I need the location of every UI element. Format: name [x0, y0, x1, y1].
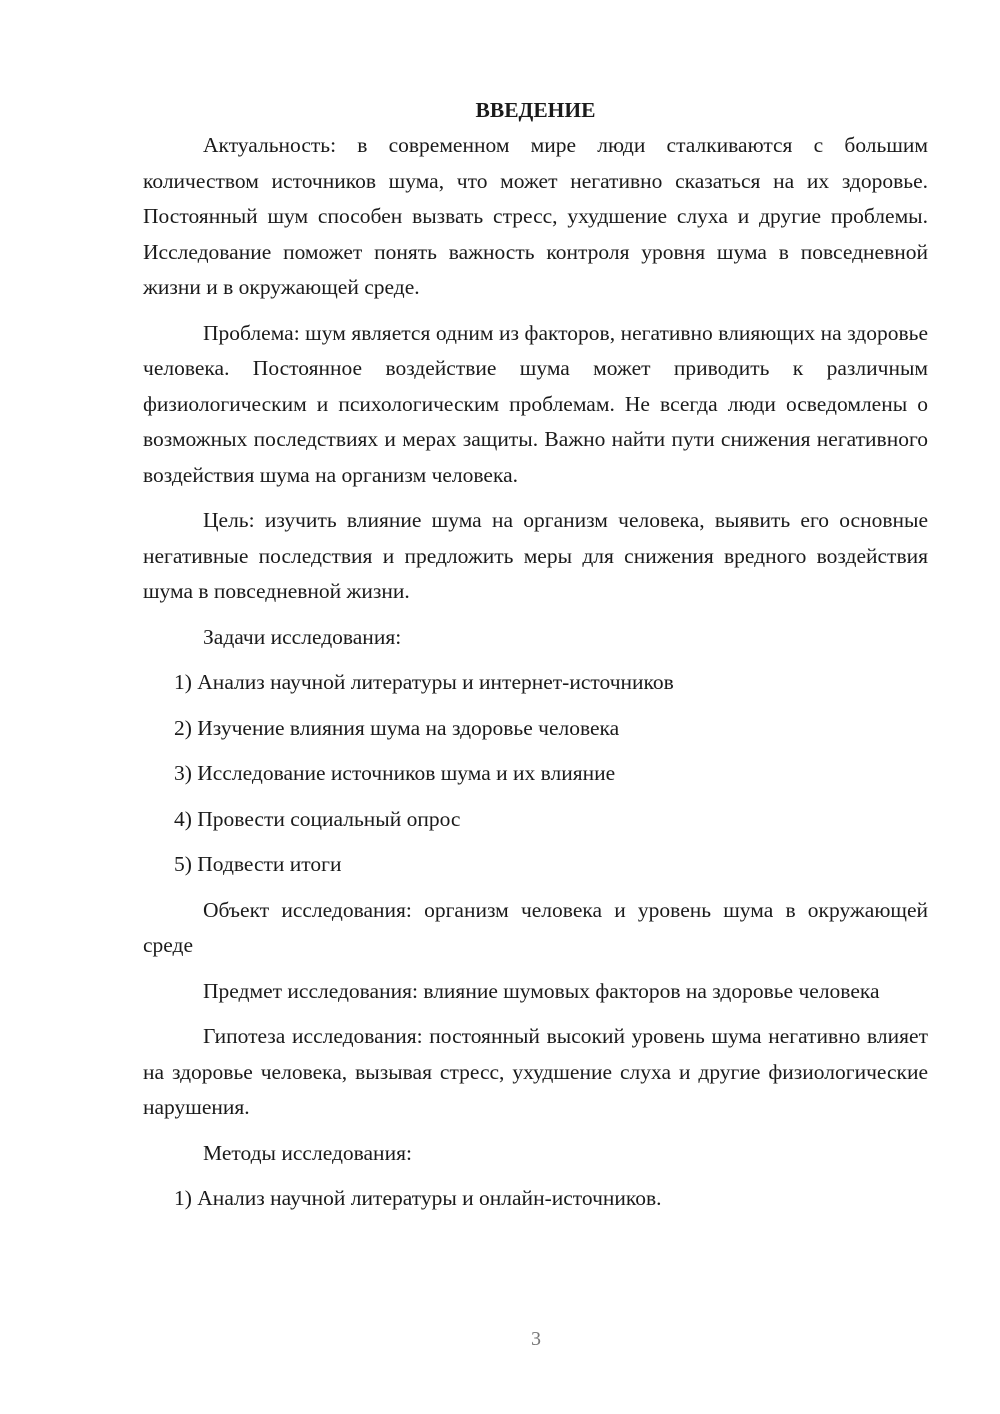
object-paragraph: Объект исследования: организм человека и уровень шума в окружающей среде: [143, 897, 928, 957]
problem-paragraph: Проблема: шум является одним из факторов, негативно влияющих на здоровье человека. Постоянное воздействие шума может приводить к различным физиологическим и психологическим проблемам. Не всегда люди осведомлены о возможных последствиях и мерах защиты. Важно найти пути снижения негативного воздействия шума на организм человека.: [143, 320, 928, 487]
task-item-5: 5) Подвести итоги: [174, 852, 342, 876]
tasks-list: [143, 665, 928, 883]
task-item-3: 3) Исследование источников шума и их влияние: [174, 761, 616, 785]
page-content: [143, 92, 928, 1227]
methods-list: [143, 1181, 928, 1217]
task-item-1: 1) Анализ научной литературы и интернет-источников: [174, 670, 674, 694]
task-item-4: 4) Провести социальный опрос: [174, 806, 461, 831]
goal-paragraph: Цель: изучить влияние шума на организм человека, выявить его основные негативные последствия и предложить меры для снижения вредного воздействия шума в повседневной жизни.: [143, 508, 928, 603]
tasks-title: Задачи исследования:: [203, 624, 402, 649]
page-number: 3: [531, 1328, 541, 1350]
section-heading: ВВЕДЕНИЕ: [475, 98, 596, 122]
methods-title: Методы исследования:: [203, 1140, 412, 1165]
relevance-paragraph: Актуальность: в современном мире люди сталкиваются с большим количеством источников шума, что может негативно сказаться на их здоровье. Постоянный шум способен вызвать стресс, ухудшение слуха и другие проблемы. Исследование поможет понять важность контроля уровня шума в повседневной жизни и в окружающей среде.: [143, 133, 928, 299]
subject-paragraph: Предмет исследования: влияние шумовых факторов на здоровье человека: [203, 978, 880, 1003]
method-item-1: 1) Анализ научной литературы и онлайн-источников.: [174, 1186, 662, 1210]
task-item-2: 2) Изучение влияния шума на здоровье человека: [174, 715, 620, 740]
hypothesis-paragraph: Гипотеза исследования: постоянный высокий уровень шума негативно влияет на здоровье человека, вызывая стресс, ухудшение слуха и другие физиологические нарушения.: [143, 1024, 928, 1119]
